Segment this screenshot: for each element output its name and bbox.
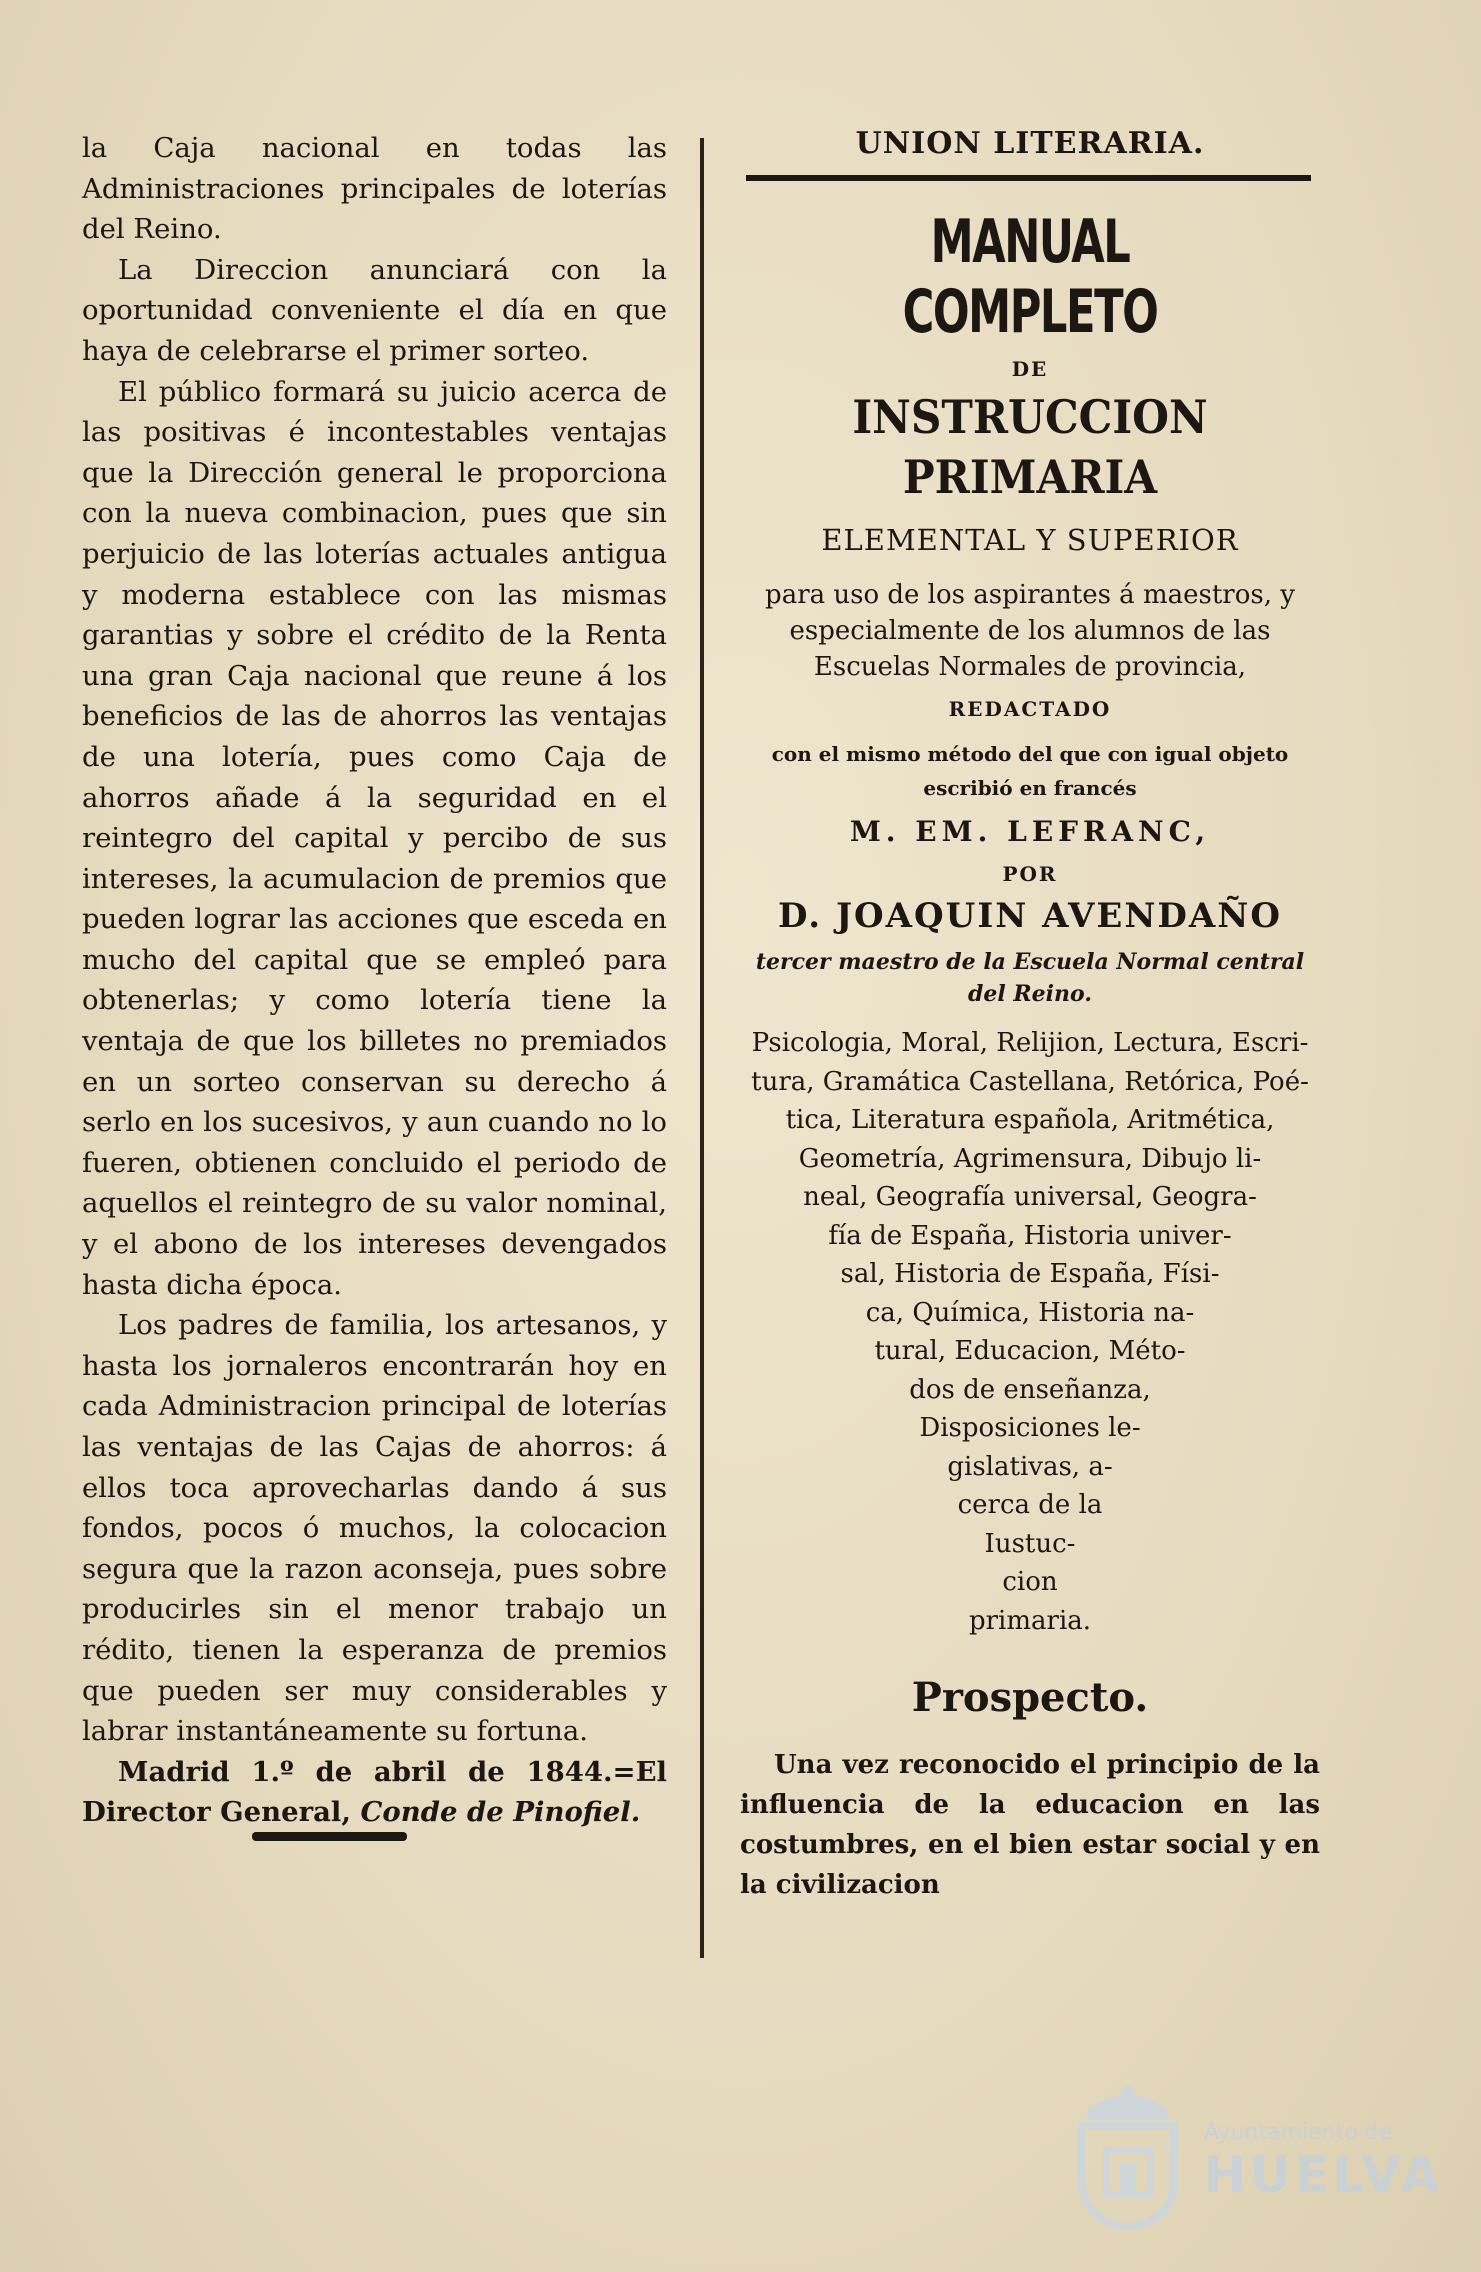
section-end-rule [252,1832,407,1841]
subjects-line: tura, Gramática Castellana, Retórica, Poé- [751,1066,1309,1097]
huelva-watermark [1068,2080,1444,2230]
column-divider [700,138,704,1958]
subjects-line: primaria. [968,1605,1092,1636]
title-connector: DE [1011,357,1049,381]
author-name: D. JOAQUIN AVENDAÑO [778,896,1282,936]
method-note: con el mismo método del que con igual objeto escribió en francés [771,742,1289,800]
subjects-line: sal, Historia de España, Físi- [840,1259,1220,1289]
book-title: MANUAL COMPLETO [902,207,1158,347]
por-label: POR [1002,862,1058,886]
paragraph-families: Los padres de familia, los artesanos, y hasta los jornaleros encontrarán hoy en cada Administracion principal de loterías las ventajas de las Cajas de ahorros: á ellos toca aprovecharlas dando á sus fondos, pocos ó muchos, la colocacion segura que la razon aconseja, pues sobre producirles sin el menor trabajo un rédito, tienen la esperanza de premios que pueden ser muy considerables y labrar instantáneamente su fortuna. [82,1309,667,1748]
subjects-line: gislativas, a- [947,1451,1113,1482]
signature-name: Conde de Pinofiel. [360,1796,641,1829]
paragraph-advantages: El público formará su juicio acerca de las positivas é incontestables ventajas que la Dirección general le proporciona con la nueva combinacion, pues que sin perjuicio de las loterías actuales antigua y moderna establece con las mismas garantias y sobre el crédito de la Renta una gran Caja nacional que reune á los beneficios de las de ahorros las ventajas de una lotería, pues como Caja de ahorros añade á la seguridad en el reintegro del capital y percibo de sus intereses, la acumulacion de premios que pueden lograr las acciones que esceda en mucho del capital que se empleó para obtenerlas; y como lotería tiene la ventaja de que los billetes no premiados en un sorteo conservan su derecho á serlo en los sucesivos, y aun cuando no lo fueren, obtienen concluido el periodo de aquellos el reintegro de su valor nominal, y el abono de los intereses devengados hasta dicha época. [82,375,667,1301]
signature-text: Madrid 1.º de abril de 1844.=El Director General, [82,1755,667,1829]
header-rule [746,175,1311,181]
signature-line [82,1752,667,1833]
book-subtitle: INSTRUCCION PRIMARIA [852,390,1208,504]
book-purpose: para uso de los aspirantes á maestros, y especialmente de los alumnos de las Escuelas Normales de provincia, [765,580,1295,682]
author-role: tercer maestro de la Escuela Normal central del Reino. [755,949,1305,1007]
redactado-label: REDACTADO [948,697,1112,721]
subjects-line: dos de enseñanza, [909,1374,1151,1405]
paragraph-continuation: la Caja nacional en todas las Administraciones principales de loterías del Reino. [82,132,667,246]
subjects-line: neal, Geografía universal, Geogra- [803,1182,1257,1212]
prospecto-heading: Prospecto. [911,1674,1149,1721]
coat-of-arms-icon [1068,2080,1188,2230]
subjects-line: ca, Química, Historia na- [865,1297,1195,1328]
subjects-line: Disposiciones le- [919,1413,1141,1443]
subjects-line: Geometría, Agrimensura, Dibujo li- [798,1143,1262,1174]
subjects-line: tural, Educacion, Méto- [874,1336,1186,1366]
prospecto-intro: Una vez reconocido el principio de la influencia de la educacion en las costumbres, en el bien estar social y en la civilizacion [740,1750,1320,1900]
paragraph-announcement: La Direccion anunciará con la oportunidad conveniente el día en que haya de celebrarse el primer sorteo. [82,253,667,367]
original-author: M. EM. LEFRANC, [849,815,1211,848]
watermark-line1: Ayuntamiento de [1204,2120,1393,2145]
book-level: ELEMENTAL Y SUPERIOR [821,523,1239,557]
section-header: UNION LITERARIA. [855,126,1205,161]
left-column [82,128,667,1833]
subjects-line: Psicologia, Moral, Relijion, Lectura, Escri- [751,1028,1309,1058]
subjects-line: tica, Literatura española, Aritmética, [785,1105,1275,1135]
watermark-line2: HUELVA [1204,2146,1444,2204]
subjects-line: fía de España, Historia univer- [828,1220,1232,1251]
subjects-line: Iustuc- [984,1528,1076,1559]
subjects-list [740,1024,1320,1640]
right-column [740,126,1320,1905]
subjects-line: cion [1002,1567,1058,1597]
subjects-line: cerca de la [957,1490,1103,1520]
